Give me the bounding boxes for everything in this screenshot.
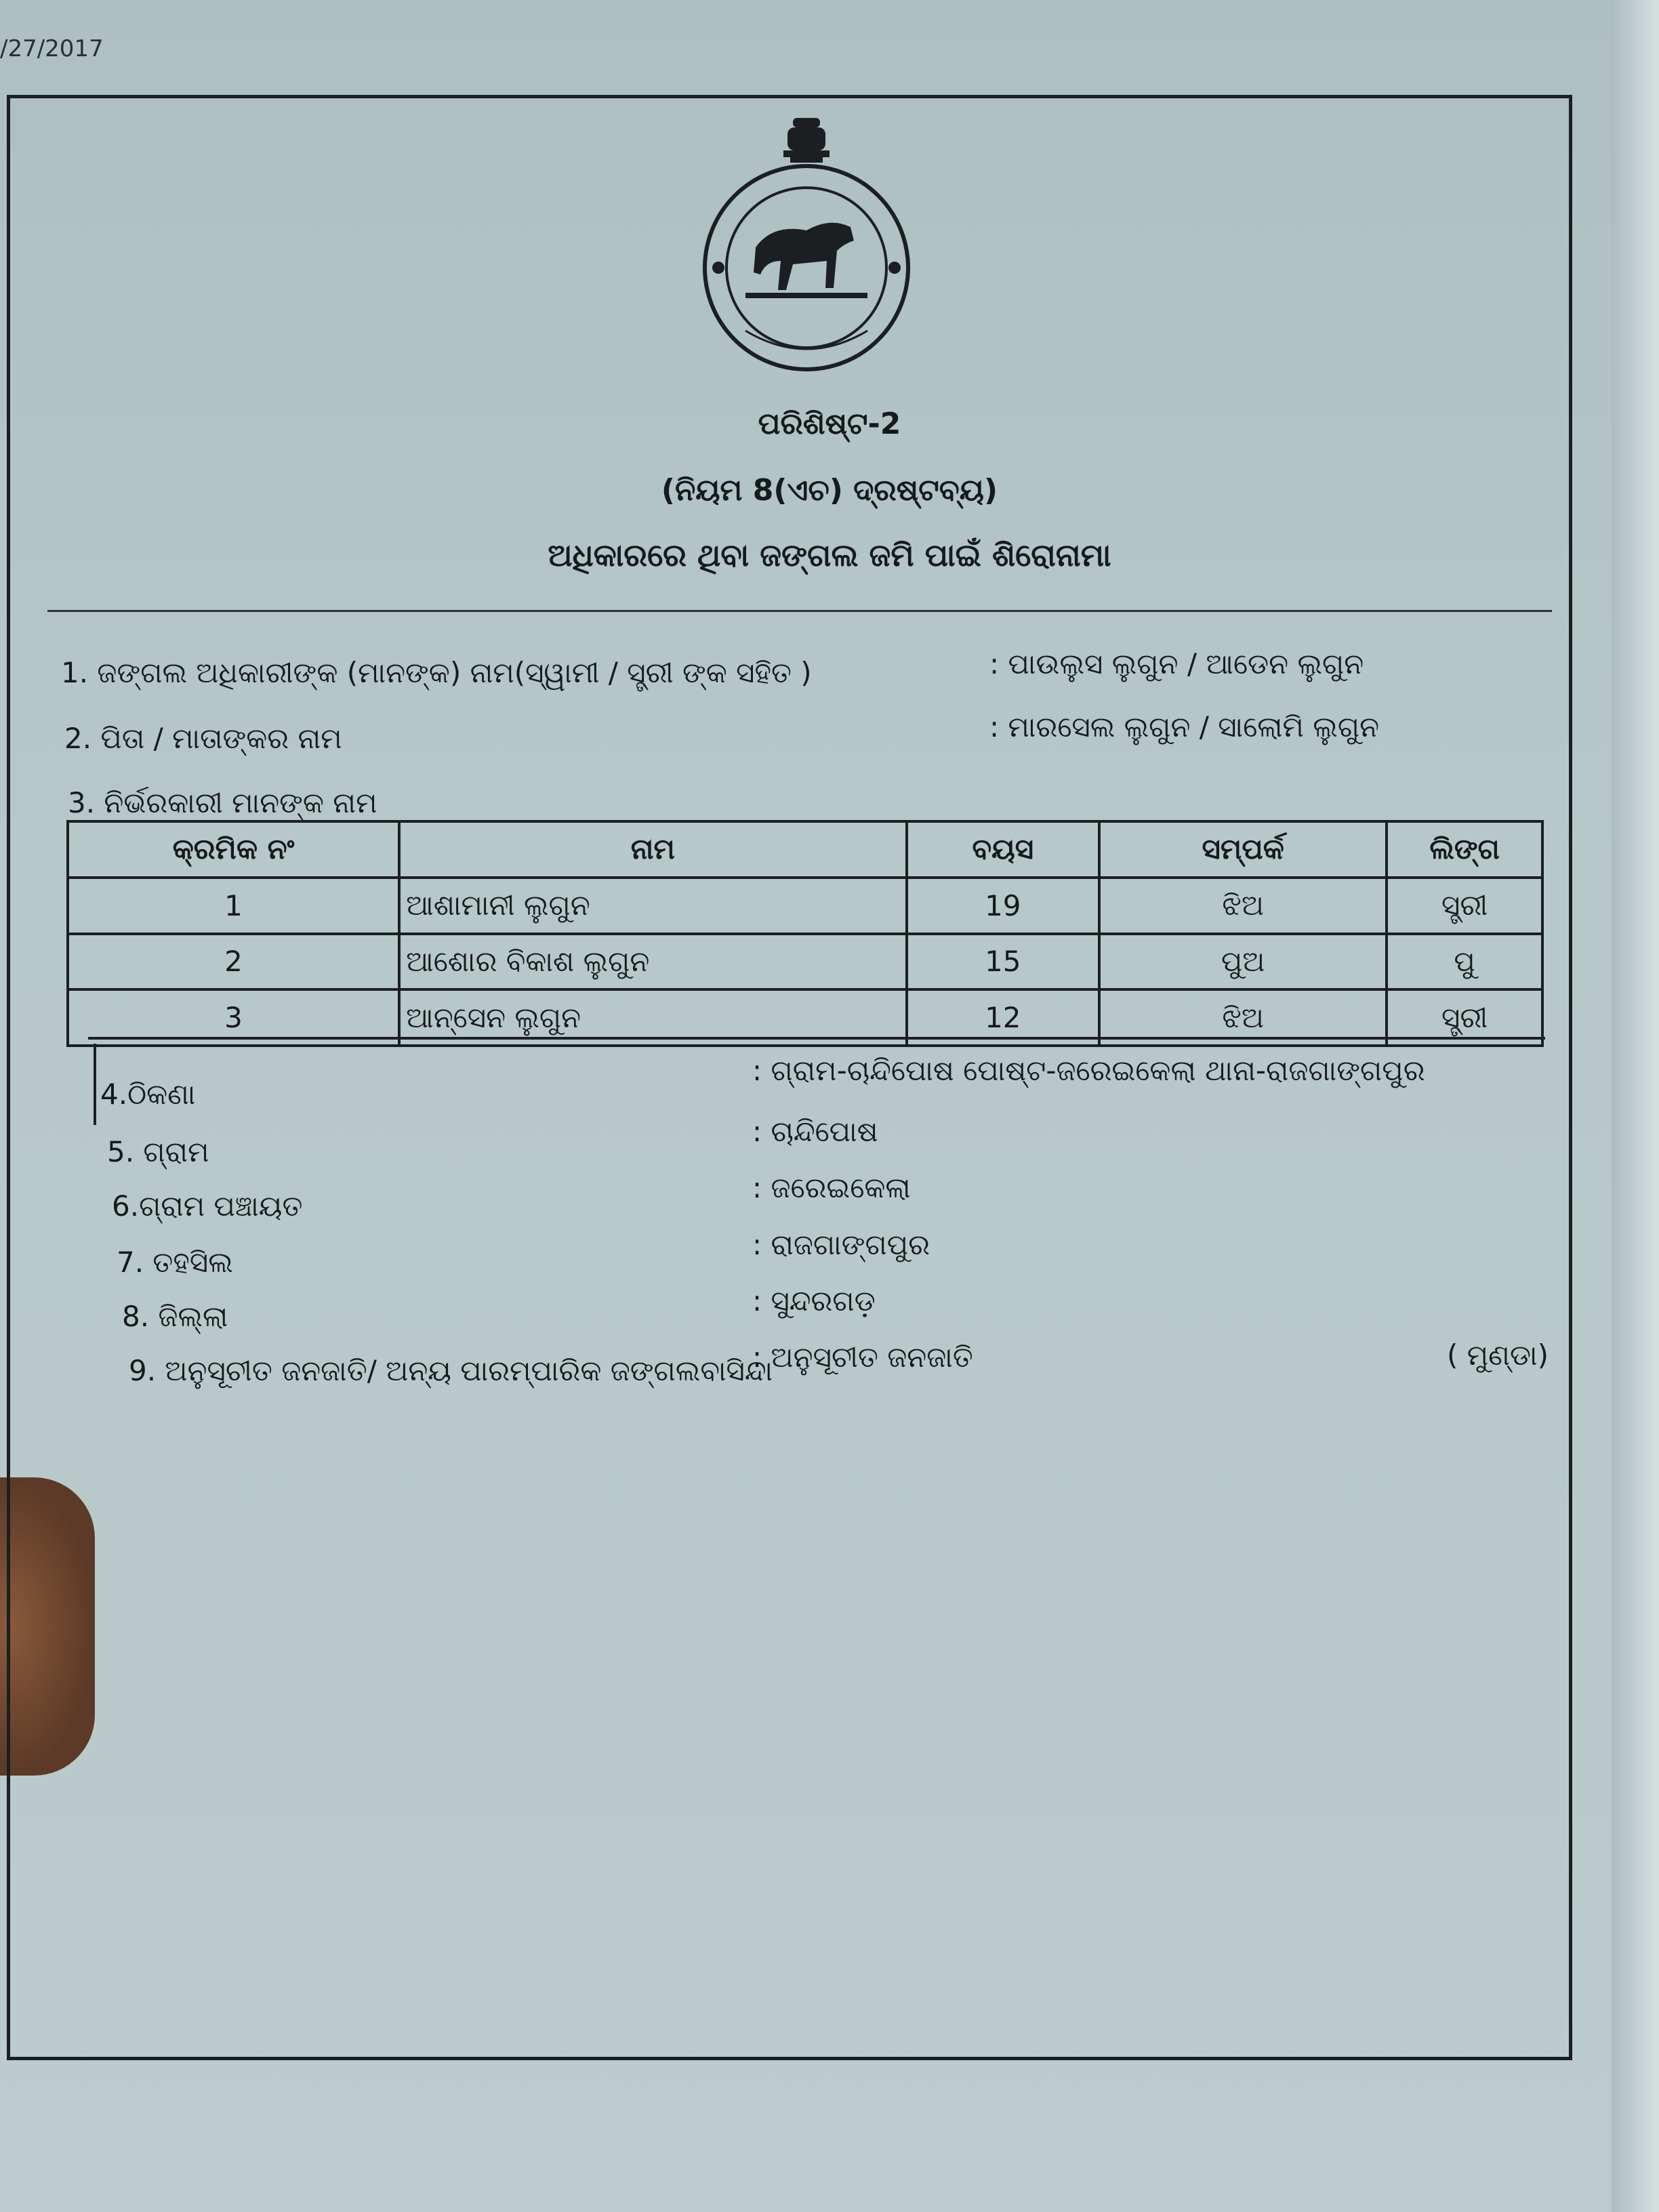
field-label-tahasil: 7. ତହସିଲ xyxy=(117,1246,233,1279)
field-label-parents: 2. ପିତା / ମାତାଙ୍କର ନାମ xyxy=(64,722,342,755)
field-value-holder-name: : ପାଉଲୁସ ଲୁଗୁନ / ଆଡେନ ଲୁଗୁନ xyxy=(989,647,1364,680)
background-edge xyxy=(1612,0,1659,2212)
divider xyxy=(47,610,1552,612)
dependents-table xyxy=(66,820,1544,1047)
border-tick xyxy=(94,1044,96,1125)
odisha-government-emblem-icon xyxy=(698,115,915,380)
cell-name: ଆନ୍ସେନ ଲୁଗୁନ xyxy=(399,989,907,1046)
field-label-holder-name: 1. ଜଙ୍ଗଲ ଅଧିକାରୀଙ୍କ (ମାନଙ୍କ) ନାମ(ସ୍ୱାମୀ / ସ୍ତ୍ରୀ ଙ୍କ ସହିତ ) xyxy=(61,656,812,689)
table-row xyxy=(68,878,1542,934)
table-bottom-rule xyxy=(88,1037,1545,1040)
column-header-age: ବୟସ xyxy=(907,821,1100,878)
column-header-name: ନାମ xyxy=(399,821,907,878)
cell-serial: 3 xyxy=(68,989,399,1046)
field-value-parents: : ମାରସେଲ ଲୁଗୁନ / ସାଲୋମି ଲୁଗୁନ xyxy=(989,710,1380,743)
cell-age: 19 xyxy=(907,878,1100,934)
cell-age: 12 xyxy=(907,989,1100,1046)
cell-name: ଆଶୋର ବିକାଶ ଲୁଗୁନ xyxy=(399,934,907,990)
cell-gender: ସ୍ତ୍ରୀ xyxy=(1387,878,1542,934)
cell-relation: ଝିଅ xyxy=(1099,878,1387,934)
cell-relation: ଝିଅ xyxy=(1099,989,1387,1046)
cell-serial: 2 xyxy=(68,934,399,990)
field-value-village: : ଚାନ୍ଦିପୋଷ xyxy=(752,1115,878,1148)
field-label-village: 5. ଗ୍ରାମ xyxy=(107,1135,209,1168)
document-heading: ଅଧିକାରରେ ଥିବା ଜଙ୍ଗଲ ଜମି ପାଇଁ ଶିରୋନାମା xyxy=(548,537,1111,573)
table-header-row xyxy=(68,821,1542,878)
field-label-district: 8. ଜିଲ୍ଲା xyxy=(122,1300,228,1333)
print-date: /27/2017 xyxy=(0,35,104,62)
cell-gender: ସ୍ତ୍ରୀ xyxy=(1387,989,1542,1046)
column-header-gender: ଲିଙ୍ଗ xyxy=(1387,821,1542,878)
field-value-address: : ଗ୍ରାମ-ଚାନ୍ଦିପୋଷ ପୋଷ୍ଟ-ଜରେଇକେଲା ଥାନା-ରାଜଗାଙ୍ଗପୁର xyxy=(752,1054,1425,1087)
cell-relation: ପୁଅ xyxy=(1099,934,1387,990)
cell-age: 15 xyxy=(907,934,1100,990)
column-header-relation: ସମ୍ପର୍କ xyxy=(1099,821,1387,878)
field-value-district: : ସୁନ୍ଦରଗଡ଼ xyxy=(752,1284,876,1317)
appendix-title: ପରିଶିଷ୍ଟ-2 xyxy=(758,407,901,441)
field-value-tahasil: : ରାଜଗାଙ୍ଗପୁର xyxy=(752,1228,930,1261)
cell-gender: ପୁ xyxy=(1387,934,1542,990)
cell-serial: 1 xyxy=(68,878,399,934)
column-header-serial: କ୍ରମିକ ନଂ xyxy=(68,821,399,878)
field-label-gram-panchayat: 6.ଗ୍ରାମ ପଞ୍ଚାୟତ xyxy=(112,1189,303,1223)
field-label-address: 4.ଠିକଣା xyxy=(100,1078,196,1111)
field-label-dependents: 3. ନିର୍ଭରକାରୀ ମାନଙ୍କ ନାମ xyxy=(68,786,377,819)
rule-reference: (ନିୟମ 8(ଏଚ) ଦ୍ରଷ୍ଟବ୍ୟ) xyxy=(661,473,998,508)
field-label-tribe-status: 9. ଅନୁସୂଚୀତ ଜନଜାତି/ ଅନ୍ୟ ପାରମ୍ପାରିକ ଜଙ୍ଗଲବାସିନ୍ଦା xyxy=(129,1354,773,1387)
cell-name: ଆଶାମାନୀ ଲୁଗୁନ xyxy=(399,878,907,934)
field-value-gram-panchayat: : ଜରେଇକେଲା xyxy=(752,1171,911,1204)
table-row xyxy=(68,934,1542,990)
field-value-tribe-name: ( ମୁଣ୍ଡା) xyxy=(1447,1338,1549,1372)
field-value-tribe-status: : ଅନୁସୂଚୀତ ଜନଜାତି xyxy=(752,1340,973,1374)
